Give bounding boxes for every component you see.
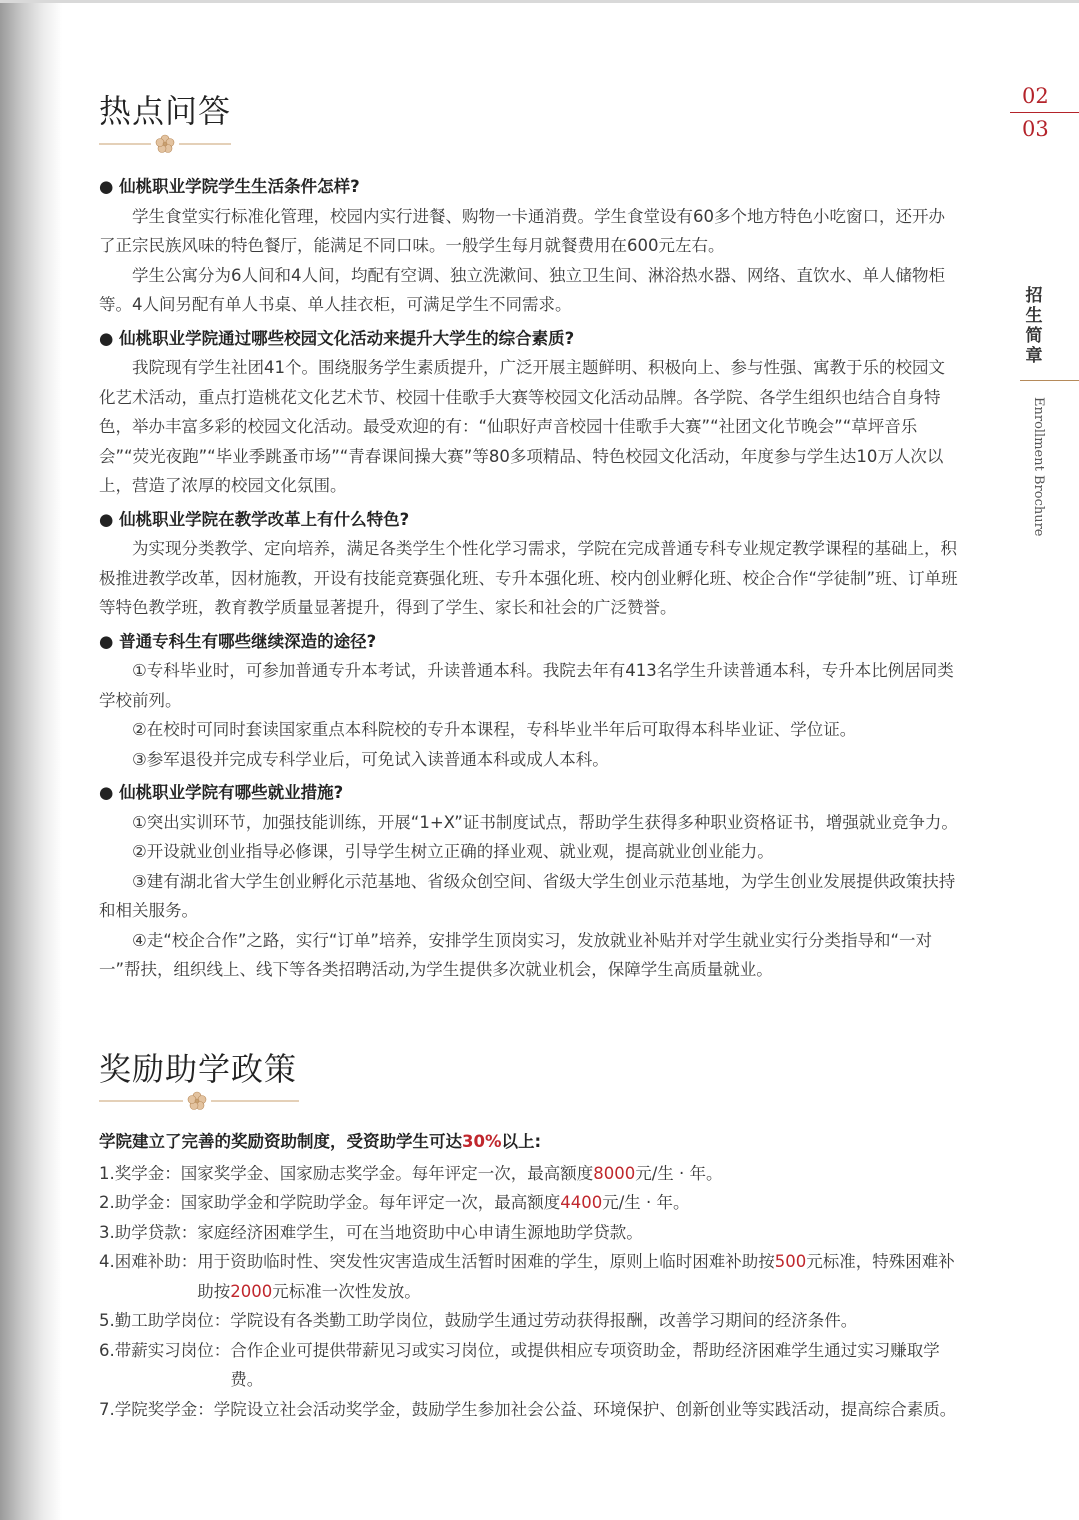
qa-content	[99, 168, 959, 985]
top-border	[0, 0, 1079, 3]
policy-item-1: 1.奖学金： 国家奖学金、国家励志奖学金。每年评定一次，最高额度8000元/生 · 年。	[99, 1163, 723, 1183]
question-3: ● 仙桃职业学院在教学改革上有什么特色?	[99, 509, 410, 529]
answer-5-para-1: ①突出实训环节，加强技能训练，开展“1+X”证书制度试点，帮助学生获得多种职业资格证书，增强就业竞争力。	[132, 812, 958, 832]
answer-4-para-2: ②在校时可同时套读国家重点本科院校的专升本课程，专科毕业半年后可取得本科毕业证、学位证。	[132, 720, 857, 739]
answer-4-para-3: ③参军退役并完成专科学业后，可免试入读普通本科或成人本科。	[132, 749, 609, 769]
section-title-qa: 热点问答	[99, 92, 232, 130]
answer-5-para-3: ③建有湖北省大学生创业孵化示范基地、省级众创空间、省级大学生创业示范基地，为学生创业发展提供政策扶持和相关服务。	[99, 871, 956, 920]
answer-5-para-4: ④走“校企合作”之路，实行“订单”培养，安排学生顶岗实习，发放就业补贴并对学生就业实行分类指导和“一对一”帮扶，组织线上、线下等各类招聘活动,为学生提供多次就业机会，保障学生高质量就业。	[99, 930, 933, 979]
policy-item-7: 7.学院奖学金： 学院设立社会活动奖学金，鼓励学生参加社会公益、环境保护、创新创业等实践活动，提高综合素质。	[99, 1399, 957, 1419]
policy-item-4: 4.困难补助： 用于资助临时性、突发性灾害造成生活暂时困难的学生，原则上临时困难补助按500元标准，特殊困难补助按2000元标准一次性发放。	[99, 1252, 955, 1301]
section-title-policy: 奖励助学政策	[99, 1050, 298, 1088]
page-number-bottom: 03	[1022, 117, 1049, 141]
answer-4-para-1: ①专科毕业时，可参加普通专升本考试，升读普通本科。我院去年有413名学生升读普通本科，专升本比例居同类学校前列。	[99, 661, 954, 710]
answer-2-para-1: 我院现有学生社团41个。围绕服务学生素质提升，广泛开展主题鲜明、积极向上、参与性强、寓教于乐的校园文化艺术活动，重点打造桃花文化艺术节、校园十佳歌手大赛等校园文化活动品牌。各学院、各学生组织也结合自身特色，举办丰富多彩的校园文化活动。最受欢迎的有：“仙职好声音校园十佳歌手大赛”“社团文化节晚会”“草坪音乐会”“荧光夜跑”“毕业季跳蚤市场”“青春课间操大赛”等80多项精品、特色校园文化活动，年度参与学生达10万人次以上，营造了浓厚的校园文化氛围。	[99, 358, 945, 495]
answer-1-para-1: 学生食堂实行标准化管理，校园内实行进餐、购物一卡通消费。学生食堂设有60多个地方特色小吃窗口，还开办了正宗民族风味的特色餐厅，能满足不同口味。一般学生每月就餐费用在600元左右。	[99, 206, 945, 255]
policy-item-6: 6.带薪实习岗位： 合作企业可提供带薪见习或实习岗位，或提供相应专项资助金，帮助经济困难学生通过实习赚取学费。	[99, 1340, 940, 1389]
policy-item-2: 2.助学金： 国家助学金和学院助学金。每年评定一次，最高额度4400元/生 · 年。	[99, 1193, 690, 1212]
page-number-divider	[1010, 112, 1079, 113]
question-2: ● 仙桃职业学院通过哪些校园文化活动来提升大学生的综合素质?	[99, 328, 575, 348]
page-number-top: 02	[1022, 84, 1049, 108]
policy-item-3: 3.助学贷款： 家庭经济困难学生，可在当地资助中心申请生源地助学贷款。	[99, 1222, 643, 1242]
page-fold-shadow	[0, 0, 62, 1520]
side-title-cn: 招生简章	[1025, 286, 1043, 366]
answer-3-para-1: 为实现分类教学、定向培养，满足各类学生个性化学习需求，学院在完成普通专科专业规定教学课程的基础上，积极推进教学改革，因材施教，开设有技能竞赛强化班、专升本强化班、校内创业孵化班、校企合作“学徒制”班、订单班等特色教学班，教育教学质量显著提升，得到了学生、家长和社会的广泛赞誉。	[99, 539, 958, 617]
policy-item-5: 5.勤工助学岗位： 学院设有各类勤工助学岗位，鼓励学生通过劳动获得报酬，改善学习期间的经济条件。	[99, 1311, 858, 1330]
side-title-en: Enrollment Brochure	[1031, 397, 1046, 537]
policy-content	[99, 1127, 959, 1424]
question-4: ● 普通专科生有哪些继续深造的途径?	[99, 631, 377, 651]
policy-intro: 学院建立了完善的奖励资助制度，受资助学生可达30%以上:	[99, 1132, 542, 1151]
question-1: ● 仙桃职业学院学生生活条件怎样?	[99, 177, 360, 196]
answer-1-para-2: 学生公寓分为6人间和4人间，均配有空调、独立洗漱间、独立卫生间、淋浴热水器、网络、直饮水、单人储物柜等。4人间另配有单人书桌、单人挂衣柜，可满足学生不同需求。	[99, 265, 945, 314]
answer-5-para-2: ②开设就业创业指导必修课，引导学生树立正确的择业观、就业观，提高就业创业能力。	[132, 842, 774, 861]
question-5: ● 仙桃职业学院有哪些就业措施?	[99, 783, 344, 802]
flower-ornament-icon	[99, 1091, 299, 1111]
side-divider	[1020, 380, 1079, 381]
flower-ornament-icon	[99, 134, 299, 154]
